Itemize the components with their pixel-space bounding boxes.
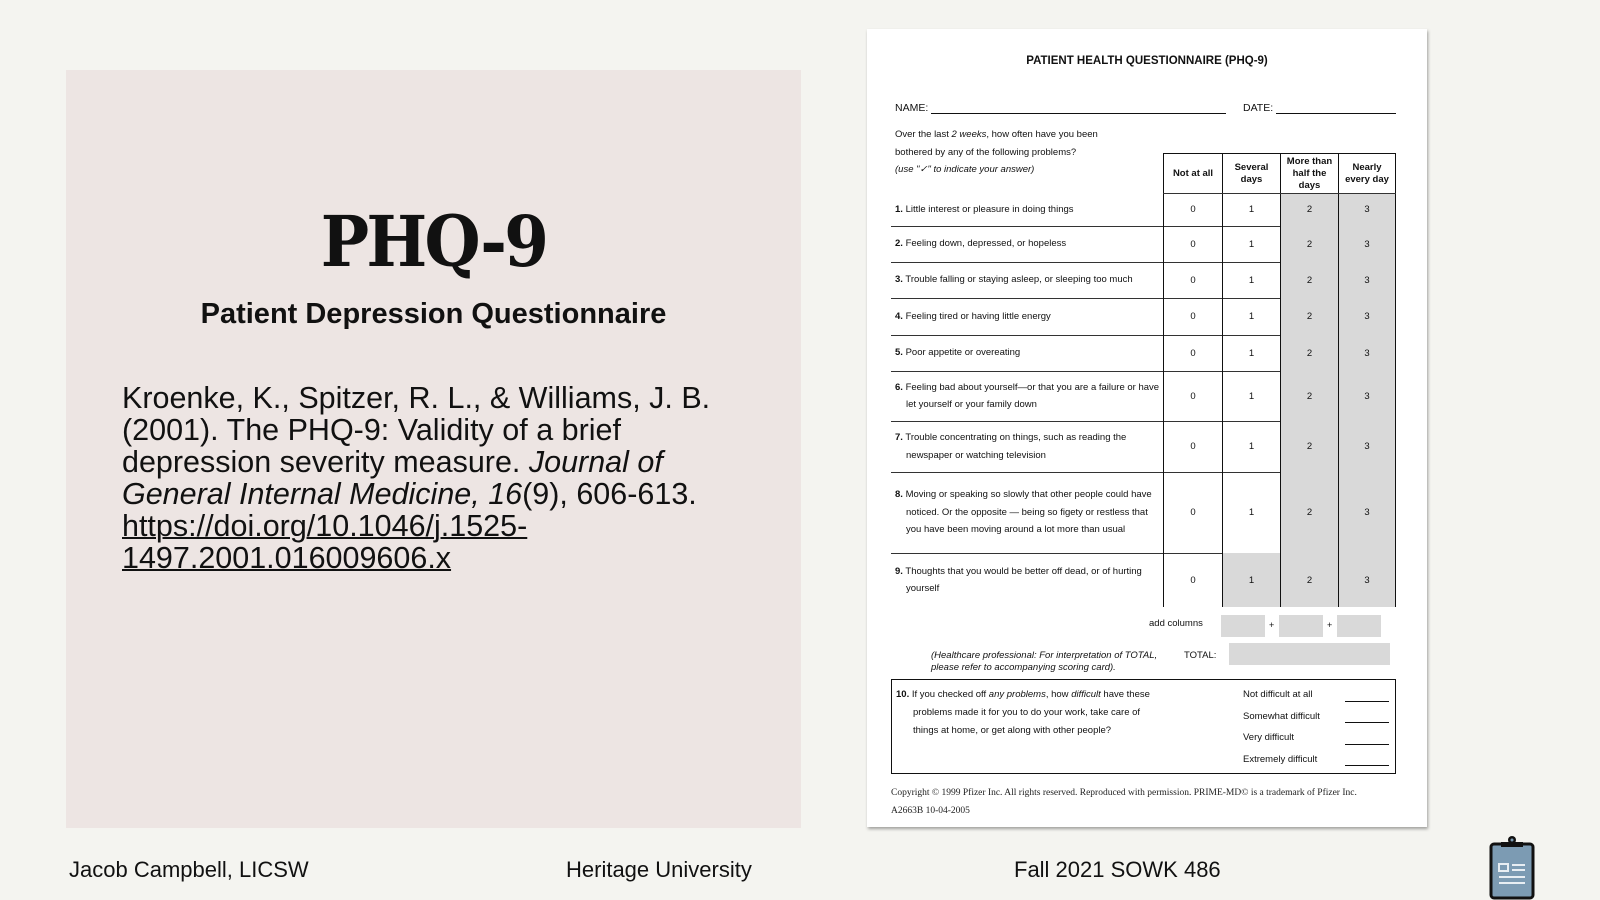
add-columns-label: add columns — [1149, 618, 1203, 629]
question-text — [895, 429, 1163, 464]
title-panel — [66, 70, 801, 828]
q10-text-part: If you checked off — [911, 689, 989, 700]
difficulty-option: Extremely difficult — [1243, 754, 1318, 765]
question-10-text — [896, 686, 1163, 740]
question-row-text — [891, 553, 1163, 607]
intro-text: , how often have you been — [986, 129, 1098, 140]
question-number: 1. — [895, 203, 903, 215]
copyright — [891, 784, 1357, 820]
total-box — [1229, 643, 1390, 665]
name-field-line — [931, 113, 1226, 114]
answer-cell: 0 — [1163, 472, 1222, 553]
answer-cell: 1 — [1222, 335, 1280, 371]
footer-author: Jacob Campbell, LICSW — [69, 857, 309, 882]
answer-cell: 0 — [1163, 226, 1222, 262]
q10-emphasis: difficult — [1071, 689, 1101, 700]
question-label: Feeling tired or having little energy — [905, 310, 1051, 322]
question-label: Little interest or pleasure in doing things — [905, 203, 1074, 215]
q10-text-part: have these problems made it for you to do your work, take care of things at home, or get along with other people? — [913, 689, 1150, 736]
answer-cell: 3 — [1338, 472, 1396, 553]
date-field-line — [1276, 113, 1396, 114]
question-text — [895, 344, 1021, 362]
question-number: 9. — [895, 565, 903, 577]
column-header: Several days — [1222, 153, 1280, 193]
citation-authors: Kroenke, K., Spitzer, R. L., & Williams, J. B. (2001). The PHQ-9: Validity of a brief depression severity measure. — [122, 381, 711, 479]
question-label: Poor appetite or overeating — [905, 347, 1021, 359]
question-row-text — [891, 472, 1163, 553]
q10-text-part: , how — [1045, 689, 1072, 700]
total-label: TOTAL: — [1184, 650, 1217, 661]
question-row-text — [891, 262, 1163, 298]
question-text — [895, 308, 1051, 326]
plus-sign: + — [1269, 620, 1275, 630]
answer-cell: 0 — [1163, 298, 1222, 335]
question-number: 4. — [895, 310, 903, 322]
answer-cell: 3 — [1338, 298, 1396, 335]
form-title: PATIENT HEALTH QUESTIONNAIRE (PHQ-9) — [1026, 55, 1268, 67]
answer-cell: 0 — [1163, 262, 1222, 298]
answer-cell: 3 — [1338, 371, 1396, 421]
answer-cell: 0 — [1163, 553, 1222, 607]
answer-cell: 2 — [1280, 371, 1338, 421]
question-number: 5. — [895, 347, 903, 359]
footer-course: Fall 2021 SOWK 486 — [1014, 857, 1221, 882]
answer-cell: 1 — [1222, 262, 1280, 298]
question-row-text — [891, 371, 1163, 421]
column-header: More than half the days — [1280, 153, 1338, 193]
slide-title: PHQ-9 — [320, 200, 547, 283]
plus-sign: + — [1327, 620, 1333, 630]
difficulty-option: Very difficult — [1243, 732, 1295, 743]
intro-note: (use "✓" to indicate your answer) — [895, 164, 1035, 175]
question-label: Thoughts that you would be better off dead, or of hurting yourself — [905, 565, 1142, 594]
answer-cell: 3 — [1338, 335, 1396, 371]
column-sum-box — [1279, 615, 1323, 637]
answer-cell: 2 — [1280, 421, 1338, 472]
question-text — [895, 379, 1163, 414]
answer-cell: 2 — [1280, 298, 1338, 335]
form-code: A2663B 10-04-2005 — [891, 806, 970, 816]
form-instructions — [895, 126, 1098, 179]
total-note-line: (Healthcare professional: For interpretation of TOTAL, — [931, 650, 1158, 661]
answer-cell: 0 — [1163, 335, 1222, 371]
answer-cell: 1 — [1222, 193, 1280, 226]
citation-journal: Journal of General Internal Medicine, 16 — [122, 445, 663, 511]
question-10-box — [891, 679, 1396, 774]
phq9-form-image — [867, 29, 1427, 827]
column-sum-box — [1221, 615, 1265, 637]
clipboard-icon — [1489, 836, 1535, 900]
total-note — [931, 650, 1157, 674]
answer-cell: 2 — [1280, 193, 1338, 226]
date-label: DATE: — [1243, 102, 1274, 114]
question-label: Moving or speaking so slowly that other people could have noticed. Or the opposite — being so figety or restless that you have been moving around a lot more than usual — [905, 489, 1152, 536]
answer-cell: 1 — [1222, 421, 1280, 472]
copyright-text: Copyright © 1999 Pfizer Inc. All rights reserved. Reproduced with permission. PRIME-MD© is a trademark of Pfizer Inc. — [891, 788, 1357, 798]
question-text — [895, 235, 1067, 253]
answer-cell: 2 — [1280, 262, 1338, 298]
question-row-text — [891, 226, 1163, 262]
answer-cell: 0 — [1163, 193, 1222, 226]
difficulty-blank — [1345, 744, 1389, 745]
answer-cell: 3 — [1338, 553, 1396, 607]
answer-cell: 2 — [1280, 553, 1338, 607]
answer-cell: 1 — [1222, 371, 1280, 421]
intro-text: Over the last — [895, 129, 952, 140]
answer-cell: 3 — [1338, 421, 1396, 472]
question-number: 3. — [895, 274, 903, 286]
name-label: NAME: — [895, 102, 929, 114]
question-number: 7. — [895, 432, 903, 443]
citation-issue: (9), 606-613. — [522, 477, 697, 511]
answer-cell: 0 — [1163, 371, 1222, 421]
total-note-line: please refer to accompanying scoring card). — [931, 662, 1116, 673]
answer-cell: 1 — [1222, 553, 1280, 607]
column-sum-box — [1337, 615, 1381, 637]
column-header: Nearly every day — [1338, 153, 1396, 193]
doi-link[interactable]: https://doi.org/10.1046/j.1525-1497.2001.016009606.x — [122, 509, 528, 575]
slide-subtitle: Patient Depression Questionnaire — [200, 298, 667, 330]
column-header: Not at all — [1163, 153, 1222, 193]
difficulty-option: Somewhat difficult — [1243, 711, 1320, 722]
question-label: Trouble concentrating on things, such as reading the newspaper or watching television — [905, 432, 1127, 461]
difficulty-blank — [1345, 722, 1389, 723]
question-row-text — [891, 421, 1163, 472]
answer-cell: 1 — [1222, 472, 1280, 553]
question-text — [895, 486, 1163, 539]
question-label: Trouble falling or staying asleep, or sleeping too much — [905, 274, 1133, 286]
question-row-text — [891, 298, 1163, 335]
question-row-text — [891, 335, 1163, 371]
answer-cell: 2 — [1280, 472, 1338, 553]
question-number: 2. — [895, 238, 903, 250]
intro-text: bothered by any of the following problems? — [895, 146, 1077, 158]
answer-cell: 1 — [1222, 298, 1280, 335]
question-label: Feeling bad about yourself—or that you are a failure or have let yourself or your family down — [905, 381, 1160, 410]
q10-emphasis: any problems — [988, 689, 1046, 700]
answer-cell: 0 — [1163, 421, 1222, 472]
question-number: 8. — [895, 489, 903, 501]
question-number: 10. — [896, 689, 910, 700]
difficulty-blank — [1345, 701, 1389, 702]
answer-cell: 3 — [1338, 193, 1396, 226]
question-text — [895, 201, 1074, 219]
question-text — [895, 271, 1133, 289]
difficulty-blank — [1345, 765, 1389, 766]
intro-emphasis: 2 weeks — [951, 129, 987, 140]
answer-cell: 3 — [1338, 262, 1396, 298]
citation — [122, 382, 762, 574]
header-divider — [1163, 193, 1396, 194]
question-row-text — [891, 193, 1163, 226]
answer-cell: 3 — [1338, 226, 1396, 262]
footer-institution: Heritage University — [566, 857, 752, 882]
question-text — [895, 563, 1163, 598]
answer-cell: 1 — [1222, 226, 1280, 262]
answer-cell: 2 — [1280, 226, 1338, 262]
difficulty-option: Not difficult at all — [1243, 689, 1313, 700]
question-number: 6. — [895, 381, 903, 393]
question-label: Feeling down, depressed, or hopeless — [905, 238, 1067, 250]
answer-cell: 2 — [1280, 335, 1338, 371]
